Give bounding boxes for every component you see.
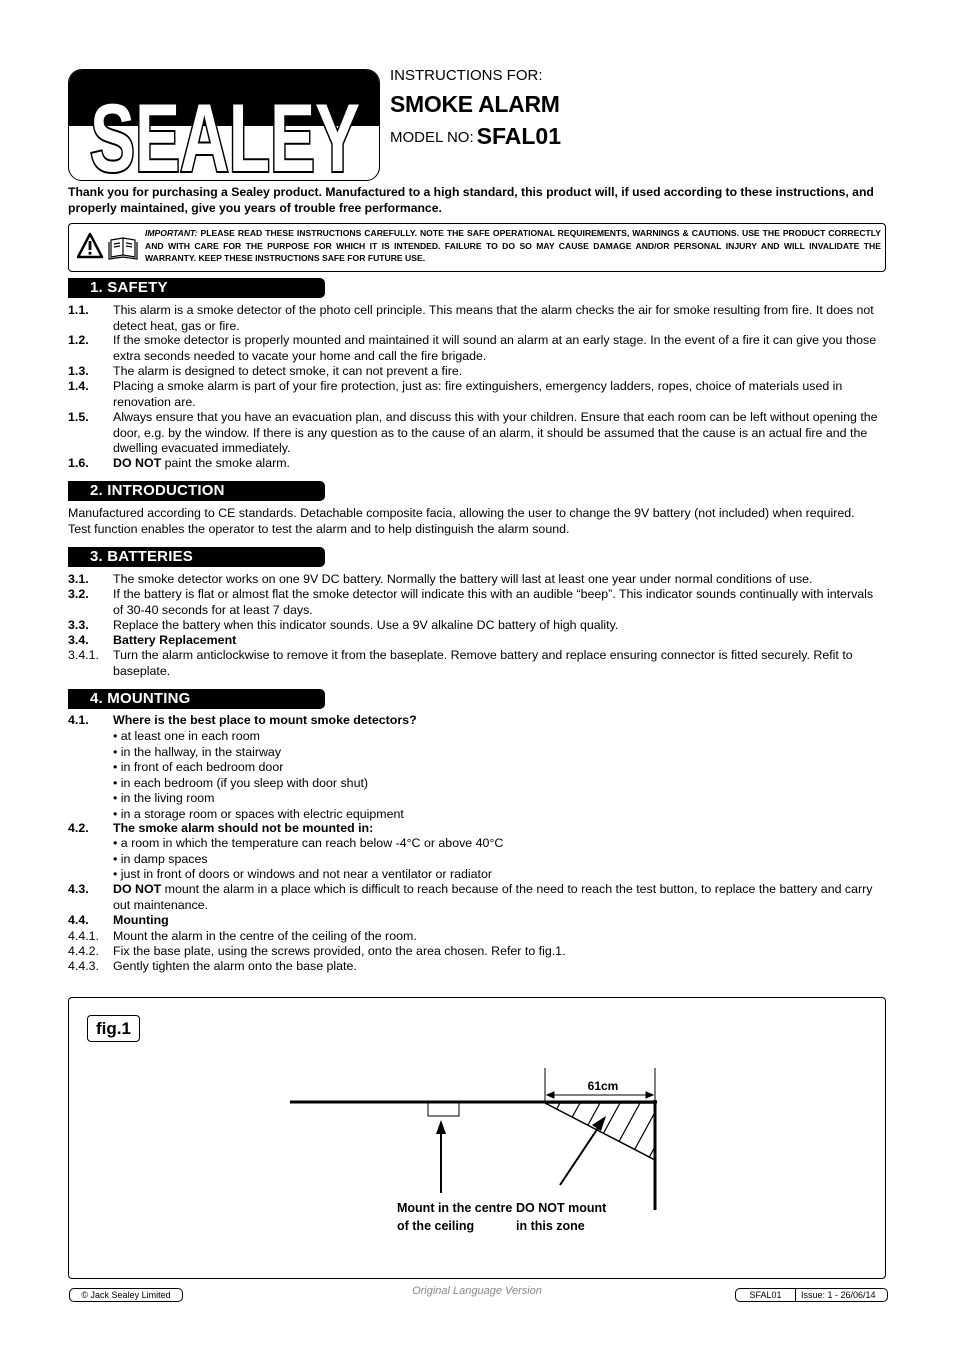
item-text: Turn the alarm anticlockwise to remove it from the baseplate. Remove battery and replace ensuring connector is fitted securely. Refit to baseplate.	[113, 648, 853, 678]
figure-label: fig.1	[87, 1015, 140, 1042]
list-item: • in front of each bedroom door	[113, 760, 284, 774]
item-text: Gently tighten the alarm onto the base plate.	[113, 959, 357, 973]
item-text: Mount the alarm in the centre of the ceiling of the room.	[113, 929, 417, 943]
dimension-label: 61cm	[587, 1079, 619, 1093]
item-text: Replace the battery when this indicator sounds. Use a 9V alkaline DC battery of high quality.	[113, 618, 619, 632]
item-number: 4.4.3.	[68, 959, 100, 973]
important-label: IMPORTANT:	[145, 228, 198, 238]
section-heading-batteries: 3. BATTERIES	[68, 547, 325, 567]
logo-text: SEALEY	[90, 82, 361, 182]
item-number: 3.4.	[68, 633, 89, 647]
document-code-badge	[735, 1288, 888, 1302]
item-number: 1.2.	[68, 333, 89, 347]
copyright-badge: © Jack Sealey Limited	[69, 1288, 183, 1302]
item-number: 1.4.	[68, 379, 89, 393]
section-heading-introduction: 2. INTRODUCTION	[68, 481, 325, 501]
item-number: 1.3.	[68, 364, 89, 378]
item-text: Placing a smoke alarm is part of your fire protection, just as: fire extinguishers, emergency ladders, ropes, choice of materials used in renovation are.	[113, 379, 843, 409]
zone-label-line1: DO NOT mount	[516, 1201, 607, 1215]
list-item: • at least one in each room	[113, 729, 260, 743]
item-text: Fix the base plate, using the screws provided, onto the area chosen. Refer to fig.1.	[113, 944, 566, 958]
zone-label-line2: in this zone	[516, 1219, 585, 1233]
model-number: SFAL01	[476, 123, 561, 149]
item-text-rest: mount the alarm in a place which is difficult to reach because of the need to reach the test button, to replace the battery and carry out maintenance.	[113, 882, 873, 912]
zone-arrow	[560, 1116, 606, 1185]
instructions-for-label: INSTRUCTIONS FOR:	[390, 67, 543, 84]
list-item: • in each bedroom (if you sleep with door shut)	[113, 775, 369, 790]
thank-you-text: Thank you for purchasing a Sealey product. Manufactured to a high standard, this product will, if used according to these instructions, and properly maintained, give you years of trouble free performance.	[68, 185, 874, 215]
product-title: SMOKE ALARM	[390, 91, 560, 117]
item-number: 4.1.	[68, 713, 89, 727]
item-number: 4.4.1.	[68, 929, 100, 943]
list-item: • just in front of doors or windows and not near a ventilator or radiator	[113, 867, 493, 881]
item-text-rest: paint the smoke alarm.	[161, 456, 290, 470]
item-number: 3.3.	[68, 618, 89, 632]
mount-label-line1: Mount in the centre	[397, 1201, 513, 1215]
list-item: • in the living room	[113, 791, 215, 805]
introduction-text: Manufactured according to CE standards. Detachable composite facia, allowing the user to change the 9V battery (not included) when required. Test function enables the operator to test the alarm and to help distinguish the alarm sound.	[68, 506, 855, 536]
item-text: If the smoke detector is properly mounted and maintained it will sound an alarm at an early stage. In the event of a fire it can give you those extra seconds needed to vacate your home and call the fire brigade.	[113, 333, 877, 363]
list-item: • in the hallway, in the stairway	[113, 744, 282, 759]
item-text: Where is the best place to mount smoke detectors?	[113, 713, 417, 727]
item-text: If the battery is flat or almost flat the smoke detector will indicate this with an audible “beep”. This indicator sounds continually with intervals of 30-40 seconds for at least 7 days.	[113, 587, 874, 617]
issue-info: Issue: 1 - 26/06/14	[801, 1290, 876, 1300]
item-text: The smoke alarm should not be mounted in:	[113, 821, 374, 835]
smoke-alarm-shape	[428, 1103, 459, 1116]
item-text: Battery Replacement	[113, 633, 237, 647]
item-text: The smoke detector works on one 9V DC battery. Normally the battery will last at least one year under normal conditions of use.	[113, 572, 813, 586]
mount-arrow	[436, 1120, 446, 1193]
item-number: 1.1.	[68, 303, 89, 317]
model-label: MODEL NO:	[390, 129, 474, 146]
mount-label-line2: of the ceiling	[397, 1219, 475, 1233]
item-text: Always ensure that you have an evacuation plan, and discuss this with your children. Ensure that each room can be left without opening the door, e.g. by the window. If there is any question as to the cause of an alarm, it should be assumed that the cause is an actual fire and the dwelling evacuated immediately.	[113, 410, 878, 455]
item-text: The alarm is designed to detect smoke, it can not prevent a fire.	[113, 364, 463, 378]
item-number: 3.1.	[68, 572, 89, 586]
item-number: 3.4.1.	[68, 648, 100, 662]
emphasis: DO NOT	[113, 882, 162, 896]
item-number: 4.2.	[68, 821, 89, 835]
item-number: 4.4.	[68, 913, 89, 927]
no-mount-zone	[545, 1103, 675, 1165]
item-text: Mounting	[113, 913, 169, 927]
original-language-note: Original Language Version	[412, 1285, 542, 1297]
important-body: PLEASE READ THESE INSTRUCTIONS CAREFULLY. NOTE THE SAFE OPERATIONAL REQUIREMENTS, WARNINGS & CAUTIONS. USE THE PRODUCT CORRECTLY AND WITH CARE FOR THE PURPOSE FOR WHICH IT IS INTENDED. FAILURE TO DO SO MAY CAUSE DAMAGE AND/OR PERSONAL INJURY AND WILL INVALIDATE THE WARRANTY. KEEP THESE INSTRUCTIONS SAFE FOR FUTURE USE.	[145, 228, 881, 263]
list-item: • in a storage room or spaces with electric equipment	[113, 806, 404, 821]
item-number: 4.4.2.	[68, 944, 100, 958]
section-heading-safety: 1. SAFETY	[68, 278, 325, 298]
model-code: SFAL01	[736, 1289, 796, 1301]
item-number: 1.6.	[68, 456, 89, 470]
item-number: 1.5.	[68, 410, 89, 424]
item-number: 3.2.	[68, 587, 89, 601]
section-heading-mounting: 4. MOUNTING	[68, 689, 325, 709]
item-text: This alarm is a smoke detector of the photo cell principle. This means that the alarm checks the air for smoke resulting from fire. It does not detect heat, gas or fire.	[113, 303, 874, 333]
list-item: • in damp spaces	[113, 851, 208, 866]
list-item: • a room in which the temperature can reach below -4°C or above 40°C	[113, 836, 504, 850]
emphasis: DO NOT	[113, 456, 162, 470]
item-number: 4.3.	[68, 882, 89, 896]
